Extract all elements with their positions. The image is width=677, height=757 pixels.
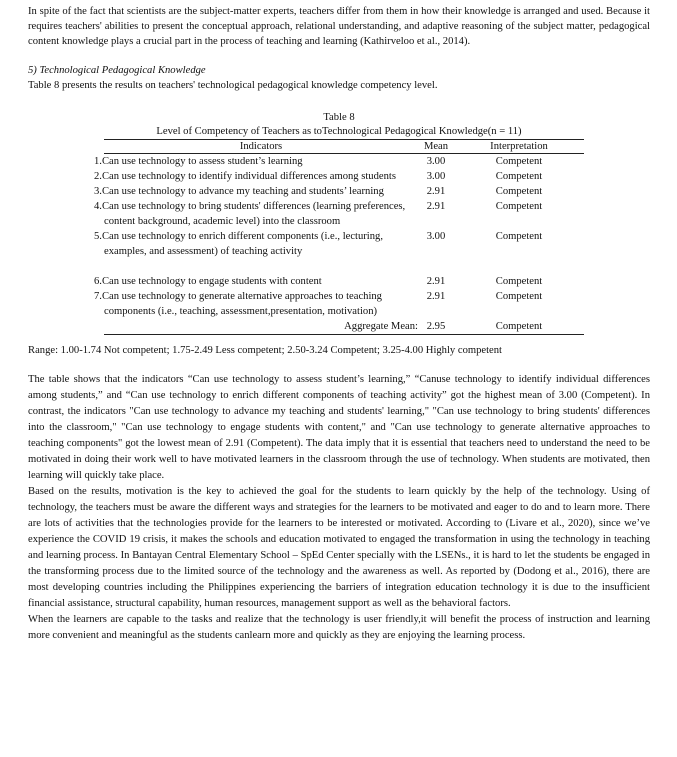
competency-table (94, 139, 584, 335)
row-interpretation: Competent (495, 291, 543, 302)
table-row (104, 199, 584, 229)
row-interpretation: Competent (495, 156, 543, 167)
discussion-body (28, 372, 650, 644)
row-interpretation: Competent (495, 186, 543, 197)
row-mean: 2.91 (426, 201, 446, 212)
table-row (104, 154, 584, 170)
row-indicator: 2.Can use technology to identify individual differences among students (94, 171, 396, 182)
section-heading: 5) Technological Pedagogical Knowledge (28, 65, 206, 76)
row-interpretation: Competent (495, 171, 543, 182)
discussion-paragraph: Based on the results, motivation is the key to achieved the goal for the students to learn quickly by the help of the technology. Using of technology, the teachers must be aware the different ways and strategies for the learners to be motivated and eager to do and to learn more. There are lots of activities that the technologies provide for the learners to be interested or motivated. According to (Livare et al., 2020), since we’ve experience the COVID 19 crisis, it makes the schools and education motivated to engaged the transformation in using the technology in teaching and learning process. In Bantayan Central Elementary School – SpEd Center specially with the LSENs., it is hard to let the students be engaged in the transforming process due to the limited source of the technology and the awareness as well. As reported by (Dodong et al., 2016), there are most developing countries including the Philippines experiencing the barriers of integration education technology it is due to the insufficient financial assistance, structural capability, human resources, management support as well as the behavioral factors. (28, 486, 650, 609)
row-indicator: 7.Can use technology to generate alternative approaches to teaching components (i.e., teaching, assessment,presentation, motivation) (94, 291, 382, 317)
row-indicator: 6.Can use technology to engage students with content (94, 276, 322, 287)
header-interpretation: Interpretation (454, 140, 584, 154)
row-indicator: 4.Can use technology to bring students' differences (learning preferences, content background, academic level) into the classroom (94, 201, 406, 227)
header-mean: Mean (418, 140, 454, 154)
row-mean: 2.91 (426, 186, 446, 197)
table-caption: Level of Competency of Teachers as toTechnological Pedagogical Knowledge(n = 11) (156, 126, 522, 137)
aggregate-label: Aggregate Mean: (104, 319, 418, 335)
intro-paragraph: In spite of the fact that scientists are the subject-matter experts, teachers differ from them in how their knowledge is arranged and used. Because it requires teachers' abilities to present the conceptual approach, relational understanding, and adaptive reasoning of the subject matter, pedagogical content knowledge plays a crucial part in the process of teaching and learning (Kathirveloo et al., 2014). (28, 6, 650, 47)
document-page (28, 4, 650, 644)
aggregate-interpretation: Competent (454, 319, 584, 335)
table-row (104, 169, 584, 184)
section-lead: Table 8 presents the results on teachers' technological pedagogical knowledge competency level. (28, 80, 438, 91)
row-interpretation: Competent (495, 276, 543, 287)
table-row (104, 274, 584, 289)
row-interpretation: Competent (495, 231, 543, 242)
range-note: Range: 1.00-1.74 Not competent; 1.75-2.49 Less competent; 2.50-3.24 Competent; 3.25-4.00 Highly competent (28, 345, 502, 356)
row-indicator: 3.Can use technology to advance my teaching and students’ learning (94, 186, 384, 197)
table-row (104, 229, 584, 259)
row-interpretation: Competent (495, 201, 543, 212)
table-number: Table 8 (323, 112, 355, 123)
table-row (104, 184, 584, 199)
aggregate-row (104, 319, 584, 335)
row-mean: 2.91 (426, 276, 446, 287)
table-spacer-row (104, 259, 584, 274)
row-mean: 3.00 (426, 156, 446, 167)
row-mean: 2.91 (426, 291, 446, 302)
header-indicators: Indicators (104, 140, 418, 154)
table-header-row (104, 140, 584, 154)
row-mean: 3.00 (426, 231, 446, 242)
discussion-paragraph: The table shows that the indicators “Can use technology to assess student’s learning,” “Canuse technology to identify individual differences among students,” and “Can use technology to enrich different components of teaching activity” got the highest mean of 3.00 (Competent). In contrast, the indicators "Can use technology to advance my teaching and students' learning," "Can use technology to bring students' differences into the classroom," "Can use technology to engage students with content," and "Can use technology to generate alternative approaches to teaching components" got the lowest mean of 2.91 (Competent). The data imply that it is essential that teachers need to understand the need to be motivated in doing their work well to have motivated learners in the classroom through the use of technology. When students are motivated, then learning will quickly take place. (28, 374, 650, 481)
row-mean: 3.00 (426, 171, 446, 182)
table-caption-block (28, 111, 650, 139)
row-indicator: 1.Can use technology to assess student’s learning (94, 156, 303, 167)
discussion-paragraph: When the learners are capable to the tasks and realize that the technology is user friendly,it will benefit the process of instruction and learning more convenient and meaningful as the students canlearn more and quickly as they are enjoying the learning process. (28, 614, 650, 641)
row-indicator: 5.Can use technology to enrich different components (i.e., lecturing, examples, and assessment) of teaching activity (94, 231, 383, 257)
aggregate-mean: 2.95 (418, 319, 454, 335)
table-row (104, 289, 584, 319)
